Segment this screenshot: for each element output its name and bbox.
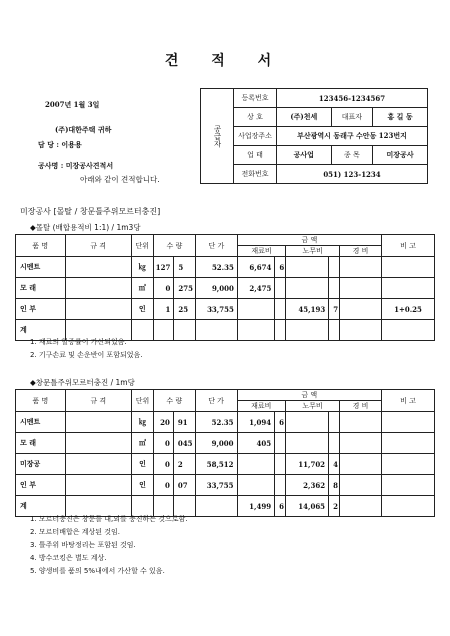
table-row [16,278,435,299]
hdr-expense: 경 비 [339,401,381,412]
cell-labor-i [286,320,329,341]
cell-expense [339,496,381,517]
cell-labor-f: 4 [329,454,340,475]
ceo-value: 홍 길 동 [373,108,428,127]
cell-material-i: 6,674 [237,257,274,278]
reg-label: 등록번호 [234,89,277,108]
cell-labor-i: 11,702 [286,454,329,475]
cell-remark [381,320,434,341]
hdr-price: 단 가 [195,235,237,257]
cell-expense [340,320,382,341]
cell-material-f [275,320,286,341]
cell-price: 33,755 [195,475,237,496]
cell-price: 9,000 [195,278,237,299]
project-name: 공사명 : 미장공사견적서 [38,161,114,170]
cell-labor-i [286,412,329,433]
recipient: (주)대한주택 귀하 [55,125,112,134]
supplier-side-label: 공급자 [201,89,234,184]
cell-qty-f: 275 [174,278,196,299]
cell-unit: 인 [131,475,153,496]
cell-price [195,320,237,341]
cell-qty-f: 07 [173,475,195,496]
type-label: 업 태 [234,146,277,165]
cell-unit: 인 [131,454,153,475]
cell-spec [65,475,131,496]
addr-label: 사업장주소 [234,127,277,146]
note-line: 4. 방수코킹은 별도 계상. [30,554,107,562]
cell-name: 인 부 [16,299,66,320]
cell-material-i [237,454,275,475]
cell-labor-f [329,257,340,278]
cell-expense [339,475,381,496]
cell-unit: ㎏ [131,412,153,433]
cell-name: 모 래 [16,278,66,299]
hdr-qty: 수 량 [153,235,195,257]
cell-price: 33,755 [195,299,237,320]
cell-spec [65,299,131,320]
cell-material-i: 2,475 [237,278,274,299]
cell-unit: ㎥ [131,433,153,454]
reg-value: 123456-1234567 [277,89,428,108]
cell-name: 시멘트 [16,257,66,278]
cell-remark [381,496,434,517]
note-line: 2. 모르터배합은 계상된 것임. [30,528,120,536]
table-row [16,412,435,433]
hdr-remark: 비 고 [381,235,434,257]
person-in-charge: 담 당 : 이용용 [38,140,82,149]
cell-qty-i: 0 [154,454,174,475]
cell-material-i [237,320,274,341]
note-line: 1. 모르터충진은 창문틀 내,외를 충진하는 것으로함. [30,515,188,523]
cell-qty-f: 045 [173,433,195,454]
cell-qty-f: 2 [173,454,195,475]
cell-name: 인 부 [16,475,66,496]
hdr-labor: 노무비 [286,246,340,257]
cell-qty-i: 0 [154,475,174,496]
cell-spec [65,454,131,475]
cell-expense [339,412,381,433]
cell-unit: ㎥ [131,278,153,299]
cell-name: 모 래 [16,433,66,454]
cell-spec [65,278,131,299]
hdr-name: 품 명 [16,390,66,412]
cell-price: 52.35 [195,412,237,433]
cell-unit: ㎏ [131,257,153,278]
cell-name: 미장공 [16,454,66,475]
cell-remark [381,412,434,433]
hdr-price: 단 가 [195,390,237,412]
cell-qty-f [174,320,196,341]
cell-unit: 인 [131,299,153,320]
cell-qty-f: 91 [173,412,195,433]
table1-subtitle: ◆몰탈 (배합용적비 1:1) / 1m3당 [30,223,141,232]
cell-spec [65,412,131,433]
hdr-amount: 금 액 [237,235,381,246]
cell-labor-f [329,320,340,341]
hdr-expense: 경 비 [340,246,382,257]
cell-material-i: 405 [237,433,275,454]
cell-material-f: 6 [275,496,286,517]
cell-labor-i [286,257,329,278]
type-value: 공사업 [277,146,332,165]
cell-spec [65,257,131,278]
cell-qty-f: 25 [174,299,196,320]
table-row [16,454,435,475]
hdr-material: 재료비 [237,246,285,257]
cell-price [195,496,237,517]
hdr-remark: 비 고 [381,390,434,412]
cell-material-i [237,475,275,496]
intro-text: 아래와 같이 견적합니다. [80,175,160,184]
hdr-material: 재료비 [237,401,285,412]
cell-material-i: 1,499 [237,496,275,517]
table-row [16,299,435,320]
cell-name: 계 [16,320,66,341]
table-row [16,433,435,454]
document-title: 견 적 서 [164,53,286,69]
cell-material-i: 1,094 [237,412,275,433]
cell-labor-i: 45,193 [286,299,329,320]
note-line: 5. 양생비를 품의 5%내에서 가산할 수 있음. [30,567,165,575]
cell-spec [65,433,131,454]
cell-material-i [237,299,274,320]
cell-labor-i: 14,065 [286,496,329,517]
hdr-spec: 규 격 [65,390,131,412]
cell-material-f [275,475,286,496]
tel-label: 전화번호 [234,165,277,184]
table2-subtitle: ◆창문틀주위모르터충진 / 1m당 [30,378,135,387]
cell-expense [339,454,381,475]
cell-name: 시멘트 [16,412,66,433]
cell-labor-i [286,433,329,454]
cell-expense [339,433,381,454]
cell-labor-f: 7 [329,299,340,320]
section-title: 미장공사 [몰탈 / 창문틀주위모르터충진] [20,207,161,216]
cell-labor-f [329,433,340,454]
hdr-unit: 단위 [131,235,153,257]
cell-qty-i: 0 [154,433,174,454]
cell-qty-i: 0 [153,278,174,299]
cell-material-f: 6 [275,257,286,278]
addr-value: 부산광역시 동래구 수안동 123번지 [277,127,428,146]
hdr-name: 품 명 [16,235,66,257]
cell-qty-i: 1 [153,299,174,320]
cell-material-f [275,433,286,454]
cell-material-f [275,454,286,475]
cell-expense [340,278,382,299]
cell-remark [381,475,434,496]
supplier-table [200,88,428,184]
cell-price: 58,512 [195,454,237,475]
company-label: 상 호 [234,108,277,127]
ceo-label: 대표자 [331,108,373,127]
tel-value: 051) 123-1234 [277,165,428,184]
cell-expense [340,257,382,278]
item-value: 미장공사 [373,146,428,165]
cell-labor-f: 8 [329,475,340,496]
hdr-unit: 단위 [131,390,153,412]
cell-price: 52.35 [195,257,237,278]
cell-labor-i [286,278,329,299]
cell-qty-f: 5 [174,257,196,278]
cell-labor-f [329,412,340,433]
note-line: 3. 틀주위 바탕정리는 포함된 것임. [30,541,136,549]
cell-qty-i: 127 [153,257,174,278]
cell-remark: 1+0.25 [381,299,434,320]
company-value: (주)천세 [277,108,332,127]
items-table-2 [15,389,435,517]
hdr-qty: 수 량 [154,390,196,412]
items-table-1 [15,234,435,341]
cell-remark [381,454,434,475]
hdr-labor: 노무비 [286,401,340,412]
table1-notes [30,336,142,362]
table2-notes [30,513,188,578]
cell-remark [381,433,434,454]
cell-price: 9,000 [195,433,237,454]
hdr-spec: 규 격 [65,235,131,257]
cell-name: 계 [16,496,66,517]
cell-qty-i [153,320,174,341]
cell-labor-f [329,278,340,299]
cell-material-f [275,299,286,320]
cell-remark [381,278,434,299]
table-row [16,257,435,278]
cell-expense [340,299,382,320]
note-line: 1. 재료의 할증률이 가산되었음. [30,338,127,346]
date: 2007년 1월 3일 [45,100,100,109]
cell-labor-i: 2,362 [286,475,329,496]
hdr-amount: 금 액 [237,390,381,401]
cell-material-f: 6 [275,412,286,433]
cell-labor-f: 2 [329,496,340,517]
cell-material-f [275,278,286,299]
note-line: 2. 기구손료 및 손운반이 포함되었음. [30,351,143,359]
item-label: 종 목 [331,146,373,165]
table-row [16,475,435,496]
cell-qty-i: 20 [154,412,174,433]
cell-remark [381,257,434,278]
